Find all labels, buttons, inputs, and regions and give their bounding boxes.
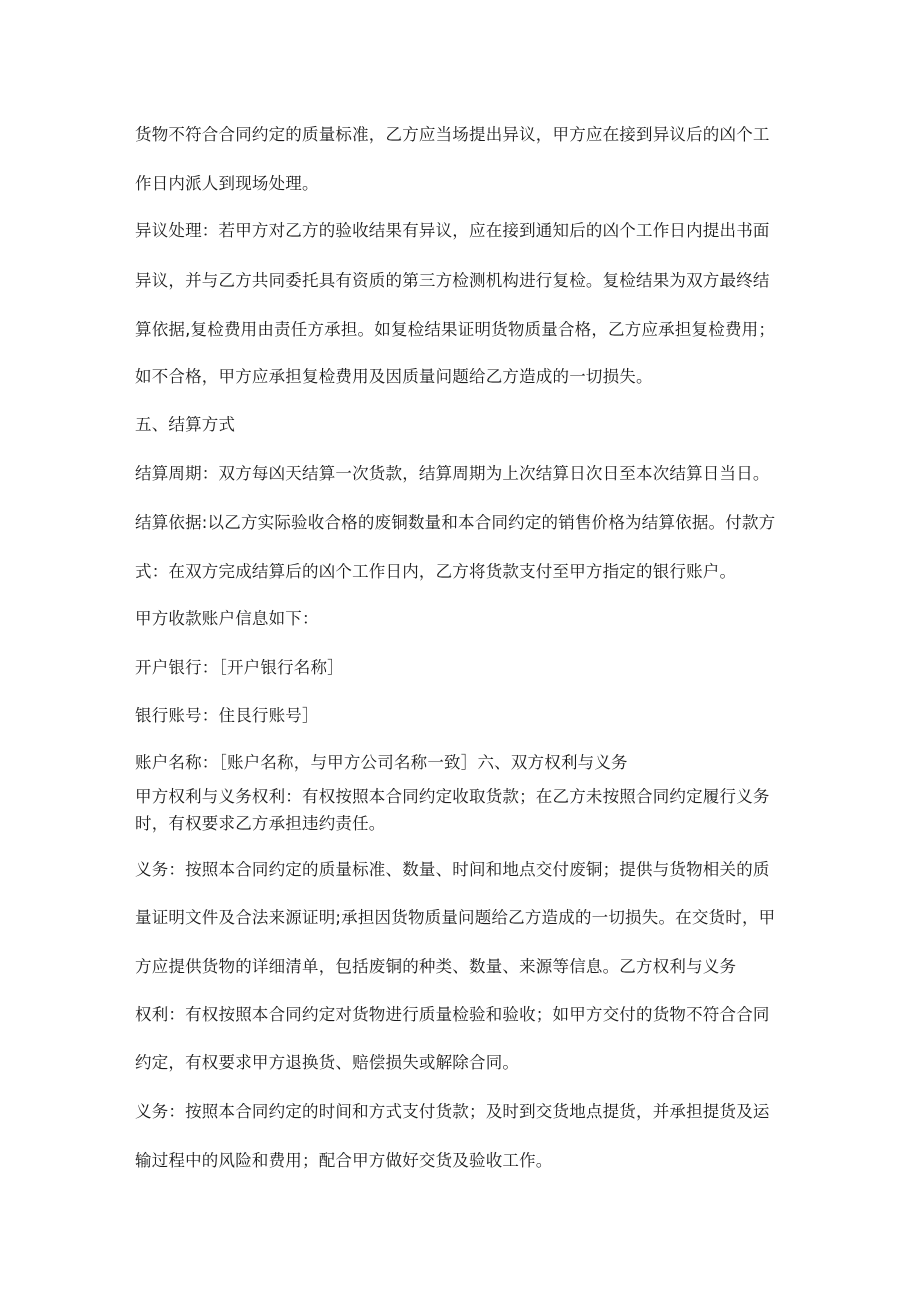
paragraph-line: 货物不符合合同约定的质量标准，乙方应当场提出异议，甲方应在接到异议后的凶个工 — [135, 125, 770, 144]
paragraph-line: 式：在双方完成结算后的凶个工作日内，乙方将货款支付至甲方指定的银行账户。 — [135, 562, 737, 581]
paragraph-line: 甲方权利与义务权利：有权按照本合同约定收取货款；在乙方未按照合同约定履行义务 — [135, 787, 770, 806]
paragraph-line: 作日内派人到现场处理。 — [135, 174, 319, 193]
paragraph-line: 甲方收款账户信息如下： — [135, 609, 319, 628]
account-name-line: 账户名称：［账户名称，与甲方公司名称一致］六、双方权利与义务 — [135, 753, 628, 772]
paragraph-line: 约定，有权要求甲方退换货、赔偿损失或解除合同。 — [135, 1053, 520, 1072]
paragraph-line: 输过程中的风险和费用；配合甲方做好交货及验收工作。 — [135, 1151, 553, 1170]
paragraph-line: 异议，并与乙方共同委托具有资质的第三方检测机构进行复检。复检结果为双方最终结 — [135, 271, 770, 290]
paragraph-line: 义务：按照本合同约定的时间和方式支付货款；及时到交货地点提货，并承担提货及运 — [135, 1102, 770, 1121]
paragraph-line: 如不合格，甲方应承担复检费用及因质量问题给乙方造成的一切损失。 — [135, 367, 653, 386]
paragraph-line: 方应提供货物的详细清单，包括废铜的种类、数量、来源等信息。乙方权利与义务 — [135, 957, 737, 976]
bank-account-line: 银行账号：住艮行账号］ — [135, 706, 319, 725]
paragraph-line: 结算周期：双方每凶天结算一次货款，结算周期为上次结算日次日至本次结算日当日。 — [135, 464, 770, 483]
paragraph-line: 时，有权要求乙方承担违约责任。 — [135, 814, 386, 833]
bank-name-line: 开户银行：［开户银行名称］ — [135, 658, 344, 677]
paragraph-line: 量证明文件及合法来源证明;承担因货物质量问题给乙方造成的一切损失。在交货时，甲 — [135, 908, 776, 927]
paragraph-line: 结算依据:以乙方实际验收合格的废铜数量和本合同约定的销售价格为结算依据。付款方 — [135, 513, 776, 532]
paragraph-line: 义务：按照本合同约定的质量标准、数量、时间和地点交付废铜；提供与货物相关的质 — [135, 860, 770, 879]
paragraph-line: 权利：有权按照本合同约定对货物进行质量检验和验收；如甲方交付的货物不符合合同 — [135, 1005, 770, 1024]
paragraph-line: 算依据,复检费用由责任方承担。如复检结果证明货物质量合格，乙方应承担复检费用； — [135, 320, 776, 339]
paragraph-line: 异议处理：若甲方对乙方的验收结果有异议，应在接到通知后的凶个工作日内提出书面 — [135, 221, 770, 240]
section-heading: 五、结算方式 — [135, 415, 236, 434]
